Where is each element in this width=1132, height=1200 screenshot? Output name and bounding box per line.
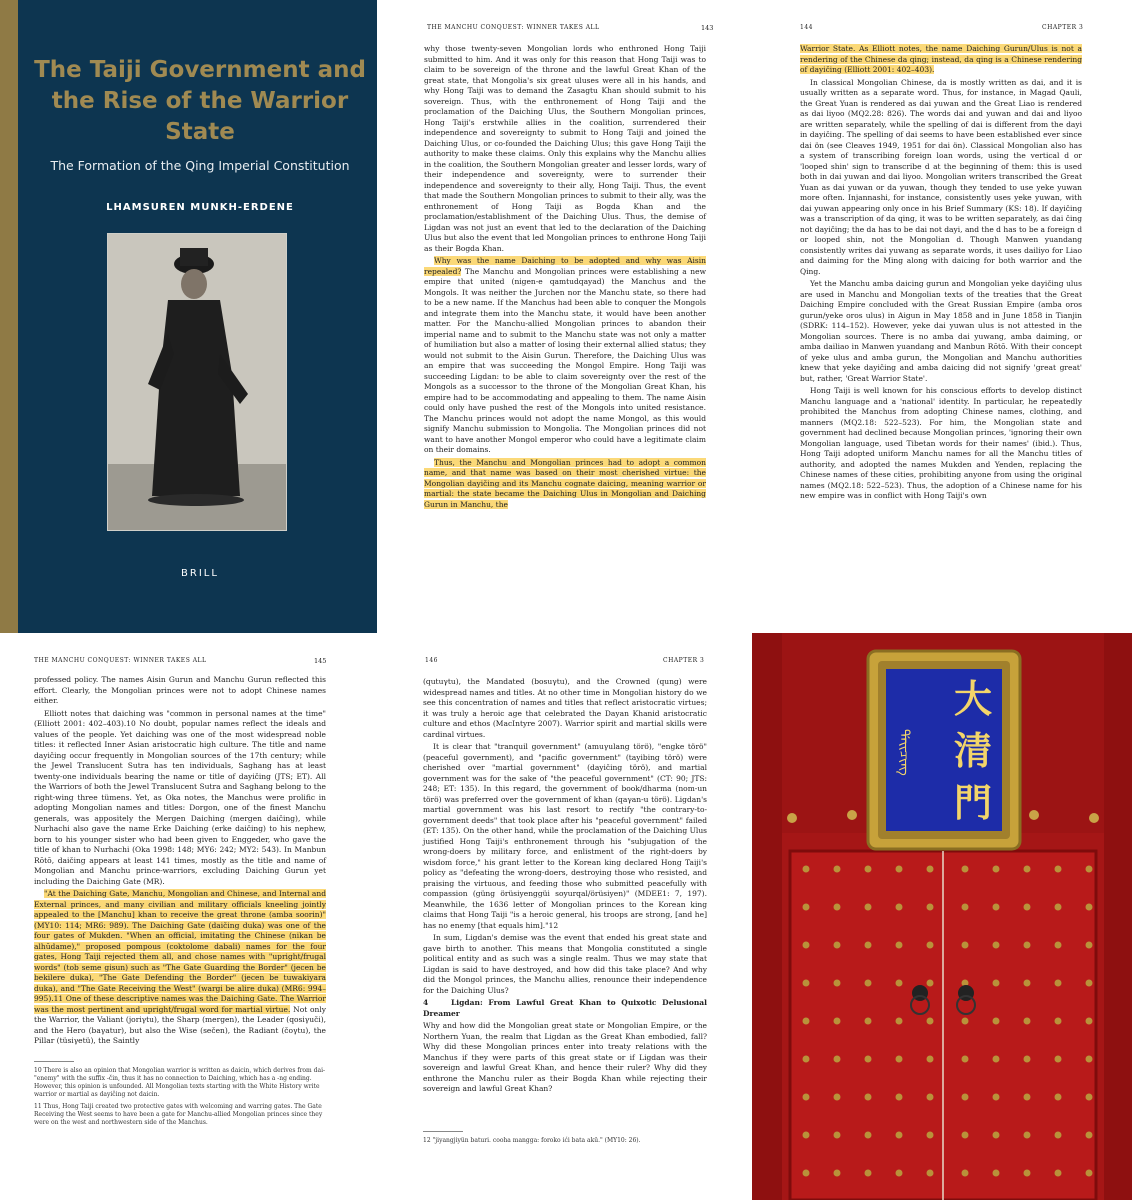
door-stud bbox=[834, 904, 841, 911]
door-stud bbox=[834, 1056, 841, 1063]
highlighted-text: "At the Daiching Gate, Manchu, Mongolian and Chinese, and Internal and External princes, and many civilian and military officials kneeling jointly appealed to the [Manchu] khan to receive the great throne (amba soorin)" (MY10: 114; MR6: 989). The Daiching Gate (daičing duka) was one of the four gates of Mukden. "When an official, imitating the Chinese (nikan be alhūdame)," proposed pompous (coktolome dabali) names for the four gates, Hong Taiji rejected them all, and chose names with "upright/frugal words" (tob seme gisun) such as "The Gate Guarding the Border" (jecen be bekilere duka), "The Gate Defending the Border" (jecen be tuwakiyara duka), and "The Gate Receiving the West" (wargi be alire duka) (MR6: 994–995).11 One of these descriptive names was the Daiching Gate. The Warrior was the most pertinent and upright/frugal word for martial virtue. bbox=[34, 889, 326, 1014]
door-stud bbox=[896, 942, 903, 949]
footnote-rule bbox=[34, 1061, 74, 1062]
door-stud bbox=[962, 1170, 969, 1177]
page-145-text bbox=[34, 675, 326, 1049]
door-stud bbox=[1086, 904, 1093, 911]
running-head: THE MANCHU CONQUEST: WINNER TAKES ALL bbox=[427, 24, 600, 31]
door-stud bbox=[896, 1018, 903, 1025]
paragraph: Yet the Manchu amba daicing gurun and Mongolian yeke dayičing ulus are used in Manchu and Mongolian texts of the treaties that the Great Daiching Empire concluded with the Great Russian Empire (amba oros gurun/yeke oros ulus) in Aigun in May 1858 and in June 1858 in Tianjin (SDRK: 114–152). However, yeke dai yuwan ulus is not attested in the Mongolian sources. There is no amba dai yuwang, amba daiming, or amba dailiao in Manwen yuandang and Manbun Rōtō. With their concept of yeke ulus and amba gurun, the Mongolian and Manchu authorities knew that yeke dayičing and amba daicing did not signify 'great great' but, rather, 'Great Warrior State'. bbox=[800, 279, 1082, 383]
door-stud bbox=[1055, 942, 1062, 949]
door-stud bbox=[834, 866, 841, 873]
cover-publisher: BRILL bbox=[181, 568, 219, 579]
door-stud bbox=[993, 942, 1000, 949]
door-stud bbox=[927, 1094, 934, 1101]
door-stud bbox=[993, 866, 1000, 873]
page-146-text bbox=[423, 677, 707, 1097]
door-stud bbox=[927, 1170, 934, 1177]
paragraph: why those twenty-seven Mongolian lords who enthroned Hong Taiji submitted to him. And it was only for this reason that Hong Taiji was to claim to be sovereign of the throne and the lawful Great Khan of the great state, that Mongolia's six great uluses were all in his hands, and why Hong Taiji was to demand the Zasagtu Khan should submit to his sovereign. Thus, with the enthronement of Hong Taiji and the proclamation of the Daiching Ulus, the Southern Mongolian princes, Hong Taiji's erstwhile allies in the coalition, surrendered their independence and sovereignty to submit to Hong Taiji and joined the Daiching Ulus, or co-founded the Daiching Ulus; this gave Hong Taiji the authority to make these claims. Only this explains why the Manchu allies in the coalition, the Southern Mongolian greater and lesser lords, wary of their independence and sovereignty, were to surrender their independence and sovereignty to their ally, Hong Taiji. Thus, the event that made the Southern Mongolian princes to submit to their ally, was the enthronement of Hong Taiji as Bogda Khan and the proclamation/establishment of the Daiching Ulus. Thus, the demise of Ligdan was not just an event that led to the declaration of the Daiching Ulus but also the event that led Mongolian princes to enthrone Hong Taiji as their Bogda Khan. bbox=[424, 44, 707, 253]
door-stud bbox=[1055, 1132, 1062, 1139]
paragraph bbox=[424, 458, 706, 511]
paragraph bbox=[800, 44, 1082, 76]
door-stud bbox=[1086, 1170, 1093, 1177]
door-stud bbox=[927, 942, 934, 949]
door-stud bbox=[927, 1018, 934, 1025]
door-stud bbox=[1055, 1018, 1062, 1025]
door-stud bbox=[834, 1132, 841, 1139]
door-stud bbox=[1024, 1056, 1031, 1063]
door-stud bbox=[1086, 1094, 1093, 1101]
door-stud bbox=[993, 1170, 1000, 1177]
door-stud bbox=[1024, 866, 1031, 873]
door-stud bbox=[834, 942, 841, 949]
highlighted-text: Thus, the Manchu and Mongolian princes had to adopt a common name, and that name was based on their most cherished virtue: the Mongolian dayičing and its Manchu cognate daicing, meaning warrior or martial: the state became the Daiching Ulus in Mongolian and Daiching Gurun in Manchu, the bbox=[424, 457, 706, 509]
paragraph: Elliott notes that daiching was "common in personal names at the time" (Elliott 2001: 402–403).10 No doubt, popular names reflect the ideals and values of the people. Yet daiching was one of the most widespread noble titles: it reflected Inner Asian aristocratic high culture. The title and name dayičing occur frequently in Mongolian sources of the 17th century; while the Jewel Translucent Sutra has ten individuals, Saghang has at least twenty-one individuals bearing the name or title of dayičing (JTS; ET). All the Warriors of both the Jewel Translucent Sutra and Saghang belong to the right-wing three tümens. Yet, as Oka notes, the Manchus were prolific in adopting Mongolian names and titles: Dorgon, one of the finest Manchu generals, was appositely the Mergen Daiching (mergen daičing), while Nurhachi also gave the name Erke Daiching (erke daičing) to his nephew, born to his younger sister who had been given to Enggeder, who gave the title of khan to Nurhachi (Oka 1998: 148; MY6: 242; MY2: 543). In Manbun Rōtō, daičing appears at least 141 times, mostly as the title and name of Mongolian and Manchu prince-warriors, excluding Daiching Gurun yet including the Daiching Gate (MR). bbox=[34, 708, 326, 886]
door-stud bbox=[865, 866, 872, 873]
door-stud bbox=[896, 866, 903, 873]
door-stud bbox=[1024, 1018, 1031, 1025]
gate-illustration bbox=[752, 633, 1132, 1200]
door-stud bbox=[803, 980, 810, 987]
door-stud bbox=[865, 1018, 872, 1025]
door-stud bbox=[993, 980, 1000, 987]
cover-author: LHAMSUREN MUNKH-ERDENE bbox=[106, 202, 294, 213]
running-head: CHAPTER 3 bbox=[663, 657, 705, 664]
door-stud bbox=[896, 1132, 903, 1139]
footnotes bbox=[34, 1067, 326, 1127]
highlighted-text: Warrior State. As Elliott notes, the name Daiching Gurun/Ulus is not a rendering of the Chinese da qing; instead, da qing is a Chinese rendering of dayičing (Elliott 2001: 402–403). bbox=[800, 44, 1082, 74]
highlighted-text: Why was the name Daiching to be adopted and why was Aisin repealed? bbox=[424, 256, 706, 276]
page-number: 144 bbox=[800, 24, 813, 31]
page-number: 146 bbox=[425, 657, 438, 664]
section-heading bbox=[423, 998, 707, 1019]
gate-photo bbox=[752, 633, 1132, 1200]
plaque-char: 清 bbox=[953, 728, 992, 773]
door-stud bbox=[962, 1056, 969, 1063]
door-stud bbox=[865, 1132, 872, 1139]
page-145 bbox=[0, 633, 377, 1200]
page-144-text bbox=[800, 44, 1082, 504]
door-stud bbox=[1055, 866, 1062, 873]
paragraph: professed policy. The names Aisin Gurun and Manchu Gurun reflected this effort. Clearly, the Mongolian princes were not to adopt Chinese names either. bbox=[34, 675, 326, 705]
door-stud bbox=[962, 942, 969, 949]
plaque-char: 大 bbox=[953, 676, 992, 721]
page-number: 145 bbox=[314, 657, 327, 665]
door-stud bbox=[1086, 866, 1093, 873]
door-stud bbox=[1086, 1056, 1093, 1063]
paragraph: In classical Mongolian Chinese, da is mostly written as dai, and it is usually written as a separate word. Thus, for instance, in Magad Qauli, the Great Yuan is rendered as dai yuwan and the Great Liao is rendered as dai liyoo (MQ2.28: 826). The words dai and yuwan and dai and liyoo are written separately, while the spelling of dai is different from the dayi in dayičing. The spelling of dai seems to have been established ever since dai ön (see Cleaves 1949, 1951 for dai ön). Classical Mongolian also has a system of transcribing foreign loan words, using the vertical d or 'looped shin' sign to transcribe d at the beginning of them: this is used both in dai yuwan and dai liyoo. Mongolian writers transcribed the Great Yuan as dai yuwan or da yuwan, though they tended to use yeke yuwan more often. Injannashi, for instance, consistently uses yeke yuwan, with dai yuwan appearing only once in his Brief Summary (KS: 18). If dayičing was a transcription of da qing, it was to be written separately, as dai čing not dayičing; the da has to be dai not dayi, and the d has to be a foreign d or looped shin, not the Mongolian d. Though Manwen yuandang consistently writes dai yuwang as separate words, it uses dailiyo for Liao and daiming for the Ming along with daicing for both warrior and the Qing. bbox=[800, 77, 1082, 276]
door-stud bbox=[927, 866, 934, 873]
door-stud bbox=[1055, 1170, 1062, 1177]
door-stud bbox=[803, 1056, 810, 1063]
page-143 bbox=[377, 0, 752, 633]
plaque-manchu-text: ᡩᠠᡳᠴᡳᠩ bbox=[896, 728, 912, 776]
door-stud bbox=[1086, 942, 1093, 949]
door-stud bbox=[865, 980, 872, 987]
door-stud bbox=[1055, 1056, 1062, 1063]
cover-gold-strip bbox=[0, 0, 18, 633]
door-stud bbox=[896, 980, 903, 987]
door-stud bbox=[1024, 904, 1031, 911]
footnote-11: 11 Thus, Hong Taiji created two protective gates with welcoming and warring gates. The Gate Receiving the West seems to have been a gate for Manchu-allied Mongolian princes since they were on the west and northwestern side of the Manchus. bbox=[34, 1103, 323, 1126]
footnote-rule bbox=[423, 1131, 463, 1132]
door-stud bbox=[834, 1018, 841, 1025]
paragraph: In sum, Ligdan's demise was the event that ended his great state and gave birth to another. This means that Mongolia constituted a single political entity and as such was a single realm. Thus we may state that Ligdan is said to have destroyed, and how did this take place? And why did the Mongol princes, the Manchu allies, renounce their independence for the Daiching Ulus? bbox=[423, 933, 707, 995]
door-stud bbox=[993, 1132, 1000, 1139]
paragraph: Hong Taiji is well known for his conscious efforts to develop distinct Manchu language and a 'national' identity. In particular, he repeatedly prohibited the Manchus from adopting Chinese names, clothing, and manners (MQ2.18: 522–523). For him, the Mongolian state and government had declined because Mongolian princes, 'ignoring their own Mongolian language, used Tibetan words for their names' (ibid.). Thus, Hong Taiji adopted uniform Manchu names for all the Manchu titles of authority, and adopted the names Mukden and Yenden, replacing the Chinese names of these cities, prohibiting anyone from using the original names (MQ2.18: 522–523). Thus, the adoption of a Chinese name for his new empire was in conflict with Hong Taiji's own bbox=[800, 386, 1082, 500]
door-stud bbox=[993, 904, 1000, 911]
page-143-text bbox=[424, 44, 706, 512]
door-stud bbox=[896, 1056, 903, 1063]
section-number: 4 bbox=[423, 998, 429, 1007]
door-stud bbox=[896, 904, 903, 911]
door-stud bbox=[1024, 980, 1031, 987]
footnote-12: 12 "jiyangjiyün baturi. cooha mangga: foroko ići bata akū." (MY10: 26). bbox=[423, 1137, 641, 1144]
door-stud bbox=[865, 1056, 872, 1063]
door-stud bbox=[1024, 1170, 1031, 1177]
door-stud bbox=[803, 942, 810, 949]
door-stud bbox=[803, 1018, 810, 1025]
door-stud bbox=[927, 980, 934, 987]
section-title: Ligdan: From Lawful Great Khan to Quixotic Delusional Dreamer bbox=[423, 998, 707, 1018]
book-cover bbox=[0, 0, 377, 633]
door-stud bbox=[1086, 980, 1093, 987]
door-stud bbox=[834, 1170, 841, 1177]
door-stud bbox=[865, 942, 872, 949]
paragraph-text: Not only the Warrior, the Valiant (joriγtu), the Sharp (mergen), the Leader (qosiγuči), and the Hero (baγatur), but also the Wise (sečen), the Radiant (čoγtu), the Pillar (tüsiγetü), the Saintly bbox=[34, 1004, 327, 1045]
paragraph: (qutuγtu), the Mandated (bosuγtu), and the Crowned (qung) were widespread names and titles. At no other time in Mongolian history do we see this concentration of names and titles that reflect aristocratic virtues; it was truly a heroic age that celebrated the Dayan Khanid aristocratic culture and ethos (MacIntyre 2007). Warrior spirit and martial skills were cardinal virtues. bbox=[423, 677, 707, 739]
door-stud bbox=[927, 904, 934, 911]
door-stud bbox=[927, 1132, 934, 1139]
door-stud bbox=[1086, 1132, 1093, 1139]
page-144 bbox=[752, 0, 1132, 633]
page-146 bbox=[377, 633, 752, 1200]
paragraph bbox=[34, 889, 326, 1047]
door-stud bbox=[993, 1018, 1000, 1025]
door-stud bbox=[962, 866, 969, 873]
door-stud bbox=[927, 1056, 934, 1063]
cover-title: The Taiji Government and the Rise of the Warrior State bbox=[34, 57, 366, 145]
door-stud bbox=[962, 1018, 969, 1025]
paragraph-text: The Manchu and Mongolian princes were establishing a new empire that united (nigen-e qamtudqayad) the Manchus and the Mongols. It was neither the Jurchen nor the Manchu state, so there had to be a new name. If the Manchus had been able to conquer the Mongols and integrate them into the Manchu state, it would have been another matter. For the Manchu-allied Mongolian princes to abandon their imperial name and to submit to the Manchu state was not only a matter of humiliation but also a matter of losing their external allied status; they would not submit to the Aisin Gurun. Therefore, the Daiching Ulus was an empire that was succeeding the Mongol Empire. Hong Taiji was succeeding Ligdan: to be able to claim sovereignty over the rest of the Mongols as a successor to the throne of the Mongolian Great Khan, his empire had to be accommodating and appealing to them. The name Aisin could only have pushed the rest of the Mongols into united resistance. The Manchu princes would not adopt the name Mongol, as this would signify Manchu submission to Mongolia. The Mongolian princes did not want to have another Mongol emperor who could have a legitimate claim on their domains. bbox=[424, 266, 706, 454]
door-stud bbox=[834, 1094, 841, 1101]
running-head: THE MANCHU CONQUEST: WINNER TAKES ALL bbox=[34, 657, 207, 664]
door-stud bbox=[803, 1132, 810, 1139]
door-stud bbox=[896, 1094, 903, 1101]
door-stud bbox=[865, 904, 872, 911]
door-stud bbox=[865, 1170, 872, 1177]
door-stud bbox=[803, 1094, 810, 1101]
door-stud bbox=[1055, 980, 1062, 987]
door-stud bbox=[1024, 1132, 1031, 1139]
footnote-10: 10 There is also an opinion that Mongolian warrior is written as daicin, which derives from dai- "enemy" with the suffix -čin, thus it has no connection to Daiching, which has a -ng ending. However, this opinion is unfounded. All Mongolian texts starting with the White History write warrior or martial as dayičing not daicin. bbox=[34, 1067, 326, 1098]
door-stud bbox=[962, 904, 969, 911]
door-stud bbox=[962, 1132, 969, 1139]
door-stud bbox=[1024, 1094, 1031, 1101]
running-head: CHAPTER 3 bbox=[1042, 24, 1084, 31]
paragraph: Why and how did the Mongolian great state or Mongolian Empire, or the Northern Yuan, the realm that Ligdan as the Great Khan embodied, fall? Why did these Mongolian princes enter into treaty relations with the Manchus if they were parts of this great state or if Ligdan was their sovereign and lawful Great Khan, and hence their ruler? Why did they enthrone the Manchu ruler as their Bogda Khan while rejecting their sovereign and lawful Great Khan? bbox=[423, 1021, 707, 1093]
cover-subtitle: The Formation of the Qing Imperial Constitution bbox=[50, 158, 350, 173]
door-stud bbox=[1086, 1018, 1093, 1025]
door-stud bbox=[993, 1056, 1000, 1063]
cover-portrait-photo bbox=[107, 233, 287, 531]
paragraph bbox=[424, 256, 706, 456]
door-stud bbox=[834, 980, 841, 987]
page-number: 143 bbox=[701, 24, 714, 32]
door-stud bbox=[803, 904, 810, 911]
plaque-char: 門 bbox=[953, 780, 992, 825]
door-stud bbox=[1055, 904, 1062, 911]
door-stud bbox=[803, 1170, 810, 1177]
door-stud bbox=[803, 866, 810, 873]
door-stud bbox=[1024, 942, 1031, 949]
door-stud bbox=[896, 1170, 903, 1177]
door-stud bbox=[865, 1094, 872, 1101]
door-stud bbox=[993, 1094, 1000, 1101]
door-stud bbox=[962, 1094, 969, 1101]
plaque-chinese-text bbox=[948, 673, 998, 829]
door-stud bbox=[1055, 1094, 1062, 1101]
paragraph: It is clear that "tranquil government" (amuγulang törö), "engke törö" (peaceful government), and "pacific government" (tayibing törö) were cherished over "martial government" (dayičing törö), and martial government was for the sake of "the peaceful government" (CT: 90; JTS: 248; ET: 135). In this regard, the government of book/dharma (nom-un törö) was preferred over the government of khan (qaγan-u törö). Ligdan's martial government was his last resort to rectify "the contrary-to-government deeds" that took place after his "peaceful government" failed (ET: 135). On the other hand, while the proclamation of the Daiching Ulus justified Hong Taiji's enthronement through his "subjugation of the wrong-doers by military force, and enlistment of the right-doers by wisdom force," his grant letter to the Korean king declared Hong Taiji's policy as "defeating the wrong-doers, destroying those who resisted, and praising the virtuous, and feeding those who submitted peacefully with compassion (güng örüsiyenggüi soyurqal/örüsiyen)" (MDEE1: 7, 197). Meanwhile, the 1636 letter of Mongolian princes to the Korean king claims that Hong Taiji "is a heroic general, his troops are strong, [and he] has no enemy [that equals him]."12 bbox=[423, 742, 707, 930]
